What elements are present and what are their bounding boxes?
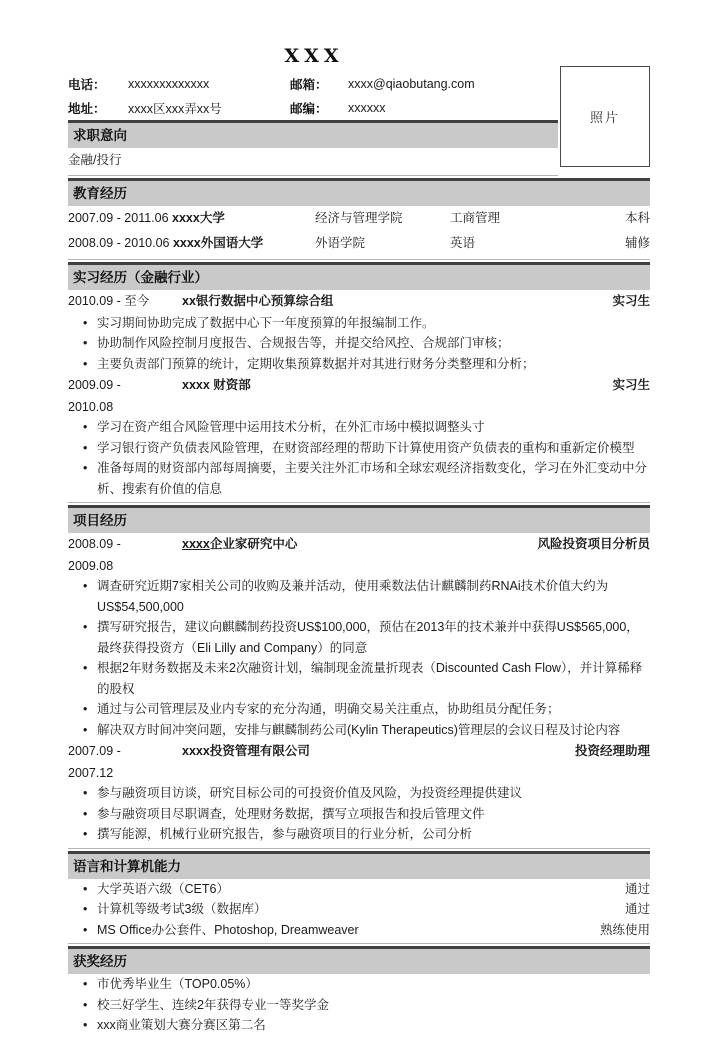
entry-company-prefix: xxxx: [182, 744, 210, 758]
entry-bullet-list: [68, 313, 650, 375]
entry-role: 投资经理助理: [574, 744, 650, 758]
email-value: xxxx@qiaobutang.com: [348, 77, 475, 91]
contact-row-2: [68, 96, 560, 120]
entry-role: 风险投资项目分析员: [537, 537, 650, 551]
education-school: xxxx外国语大学: [172, 236, 264, 250]
bullet-item: • 主要负责部门预算的统计，定期收集预算数据并对其进行财务分类整理和分析；: [68, 354, 650, 375]
bullet-item: • 协助制作风险控制月度报告、合规报告等，并提交给风控、合规部门审核；: [68, 333, 650, 354]
entry-date: 2009.09 -: [68, 378, 121, 392]
entry-company-name: 企业家研究中心: [209, 537, 298, 551]
section-content-awards: [68, 974, 650, 1039]
skill-row: [68, 899, 650, 920]
entry-date: 2007.09 -: [68, 744, 121, 758]
bullet-item: • 学习银行资产负债表风险管理，在财资部经理的帮助下计算使用资产负债表的重构和重新定价模型: [68, 438, 650, 459]
phone-label: 电话：: [68, 78, 106, 92]
skill-text: • MS Office办公套件、Photoshop, Dreamweaver: [68, 920, 600, 941]
education-college: 外语学院: [315, 236, 366, 250]
section-title-projects: 项目经历: [68, 505, 650, 533]
entry-bullet-list: [68, 783, 650, 845]
section-content-skills: [68, 879, 650, 945]
email-label: 邮箱：: [290, 78, 328, 92]
education-date: 2008.09 - 2010.06: [68, 236, 173, 250]
section-content-objective: [68, 148, 558, 176]
bullet-item: • 撰写研究报告，建议向麒麟制药投资US$100,000，预估在2013年的技术兼并中获得US$565,000，最终获得投资方（Eli Lilly and Company）的同意: [68, 617, 650, 658]
objective-text: 金融/投行: [68, 153, 122, 167]
skill-level: 通过: [624, 881, 650, 896]
section-content-internship: [68, 291, 650, 503]
section-internship: [68, 262, 650, 503]
skill-text: • 大学英语六级（CET6）: [68, 879, 625, 900]
entry-company-prefix: xx: [182, 294, 196, 308]
award-item: • xxx商业策划大赛分赛区第二名: [68, 1015, 650, 1036]
project-entry: [68, 741, 650, 845]
entry-company-name: 投资管理有限公司: [209, 744, 310, 758]
bullet-item: • 解决双方时间冲突问题，安排与麒麟制药公司(Kylin Therapeutics)管理层的会议日程及讨论内容: [68, 720, 650, 741]
postal-value: xxxxxx: [348, 101, 386, 115]
entry-role: 实习生: [612, 378, 650, 392]
entry-date-line2: 2007.12: [68, 765, 114, 780]
section-skills: [68, 851, 650, 945]
education-date: 2007.09 - 2011.06: [68, 211, 173, 225]
section-education: [68, 178, 650, 260]
entry-company-prefix: xxxx: [182, 378, 214, 392]
bullet-item: • 通过与公司管理层及业内专家的充分沟通，明确交易关注重点，协助组员分配任务；: [68, 699, 650, 720]
address-value: xxxx区xxx弄xx号: [128, 102, 222, 116]
skill-level: 熟练使用: [599, 922, 650, 937]
entry-role: 实习生: [612, 294, 650, 308]
photo-label: 照片: [589, 110, 620, 125]
section-content-education: [68, 206, 650, 260]
section-title-internship: 实习经历（金融行业）: [68, 262, 650, 290]
entry-company-name: 财资部: [213, 378, 251, 392]
education-row: [68, 206, 650, 231]
entry-company-name: 银行数据中心预算综合组: [195, 294, 334, 308]
skill-row: [68, 879, 650, 900]
education-major: 英语: [450, 236, 476, 250]
bullet-item: • 参与融资项目尽职调查，处理财务数据，撰写立项报告和投后管理文件: [68, 804, 650, 825]
entry-bullet-list: [68, 576, 650, 740]
section-title-education: 教育经历: [68, 178, 650, 206]
bullet-item: • 调查研究近期7家相关公司的收购及兼并活动，使用乘数法估计麒麟制药RNAi技术价值大约为US$54,500,000: [68, 576, 650, 617]
entry-date-line2: 2009.08: [68, 558, 114, 573]
skill-text: • 计算机等级考试3级（数据库）: [68, 899, 625, 920]
section-awards: [68, 946, 650, 1039]
internship-entry: [68, 375, 650, 499]
skill-level: 通过: [624, 902, 650, 916]
bullet-item: • 根据2年财务数据及未来2次融资计划，编制现金流量折现表（Discounted Cash Flow），并计算稀释的股权: [68, 658, 650, 699]
section-title-objective: 求职意向: [68, 120, 558, 148]
entry-date-line2: 2010.08: [68, 399, 114, 414]
bullet-item: • 参与融资项目访谈，研究目标公司的可投资价值及风险，为投资经理提供建议: [68, 783, 650, 804]
education-row: [68, 231, 650, 256]
entry-date: 2010.09 - 至今: [68, 294, 150, 308]
entry-bullet-list: [68, 417, 650, 499]
entry-date: 2008.09 -: [68, 537, 121, 551]
contact-block: [68, 72, 560, 120]
section-projects: [68, 505, 650, 849]
education-degree: 本科: [624, 211, 650, 225]
section-title-awards: 获奖经历: [68, 946, 650, 974]
award-item: • 市优秀毕业生（TOP0.05%）: [68, 974, 650, 995]
candidate-name: XXX: [284, 45, 344, 67]
bullet-item: • 学习在资产组合风险管理中运用技术分析，在外汇市场中模拟调整头寸: [68, 417, 650, 438]
project-entry: [68, 534, 650, 740]
photo-placeholder: [560, 66, 650, 167]
education-degree: 辅修: [624, 236, 650, 250]
award-item: • 校三好学生、连续2年获得专业一等奖学金: [68, 995, 650, 1016]
skill-row: [68, 920, 650, 941]
education-school: xxxx大学: [172, 211, 225, 225]
entry-company-prefix: xxxx: [182, 537, 210, 551]
postal-label: 邮编：: [290, 102, 328, 116]
phone-value: xxxxxxxxxxxxx: [128, 77, 210, 91]
contact-row-1: [68, 72, 560, 96]
bullet-item: • 实习期间协助完成了数据中心下一年度预算的年报编制工作。: [68, 313, 650, 334]
section-title-skills: 语言和计算机能力: [68, 851, 650, 879]
section-content-projects: [68, 534, 650, 849]
education-major: 工商管理: [450, 211, 501, 225]
bullet-item: • 准备每周的财资部内部每周摘要，主要关注外汇市场和全球宏观经济指数变化，学习在外汇变动中分析、搜索有价值的信息: [68, 458, 650, 499]
bullet-item: • 撰写能源，机械行业研究报告，参与融资项目的行业分析，公司分析: [68, 824, 650, 845]
address-label: 地址：: [68, 102, 106, 116]
education-college: 经济与管理学院: [315, 211, 403, 225]
internship-entry: [68, 291, 650, 374]
